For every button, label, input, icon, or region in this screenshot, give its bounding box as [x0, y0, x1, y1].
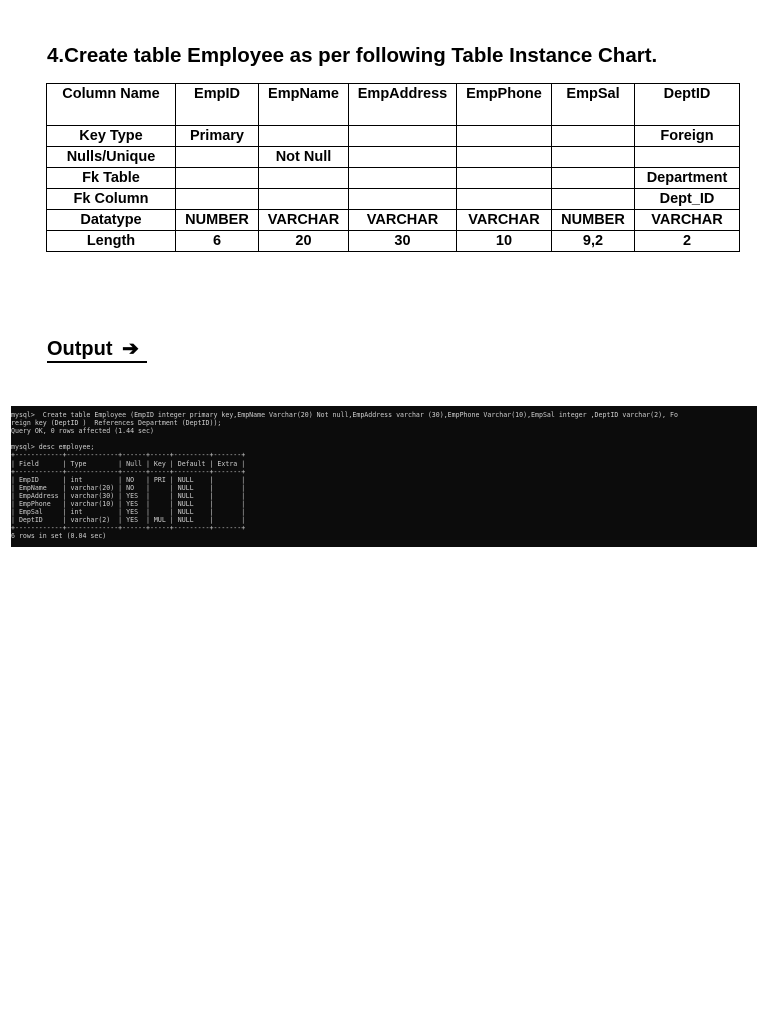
terminal-line: +------------+-------------+------+-----+---------+-------+ [11, 467, 246, 476]
table-cell [457, 147, 552, 168]
terminal-screenshot [11, 406, 757, 547]
terminal-line: Query OK, 0 rows affected (1.44 sec) [11, 427, 154, 436]
table-cell [552, 147, 635, 168]
table-row-label: Nulls/Unique [47, 147, 176, 168]
terminal-line: mysql> Create table Employee (EmpID integer primary key,EmpName Varchar(20) Not null,EmpAddress varchar (30),EmpPhone Varchar(10),EmpSal integer ,DeptID varchar(2), Fo [11, 411, 678, 419]
table-row [47, 231, 740, 252]
table-cell: NUMBER [552, 210, 635, 231]
table-cell: Foreign [635, 126, 740, 147]
table-cell [176, 189, 259, 210]
terminal-line: | EmpName | varchar(20) | NO | | NULL | | [11, 483, 246, 492]
table-cell [176, 168, 259, 189]
table-cell [259, 168, 349, 189]
terminal-line: | EmpPhone | varchar(10) | YES | | NULL | | [11, 500, 246, 509]
table-row [47, 168, 740, 189]
table-header-row [47, 84, 740, 126]
table-cell [457, 189, 552, 210]
table-row-label: Fk Table [47, 168, 176, 189]
table-row [47, 147, 740, 168]
terminal-line: | Field | Type | Null | Key | Default | Extra | [11, 459, 246, 468]
table-header-cell: EmpAddress [349, 84, 457, 126]
table-header-cell: EmpID [176, 84, 259, 126]
table-header-cell: EmpPhone [457, 84, 552, 126]
table-row [47, 126, 740, 147]
output-label: Output [47, 338, 113, 360]
table-cell: 20 [259, 231, 349, 252]
table-cell: 10 [457, 231, 552, 252]
terminal-line: mysql> desc employee; [11, 443, 95, 452]
table-header-cell: DeptID [635, 84, 740, 126]
table-row-label: Key Type [47, 126, 176, 147]
table-cell: 6 [176, 231, 259, 252]
terminal-line: reign key (DeptID ) References Department (DeptID)); [11, 419, 222, 428]
table-row [47, 210, 740, 231]
table-cell: VARCHAR [457, 210, 552, 231]
table-row [47, 189, 740, 210]
table-cell [259, 126, 349, 147]
table-cell: VARCHAR [259, 210, 349, 231]
table-instance-chart [46, 83, 740, 252]
table-row-label: Fk Column [47, 189, 176, 210]
terminal-line: | EmpSal | int | YES | | NULL | | [11, 508, 246, 517]
table-cell [457, 126, 552, 147]
table-cell: 30 [349, 231, 457, 252]
table-cell: Primary [176, 126, 259, 147]
table-cell: Not Null [259, 147, 349, 168]
table-cell: 2 [635, 231, 740, 252]
table-header-cell: EmpName [259, 84, 349, 126]
terminal-output [11, 406, 757, 541]
table-cell [552, 126, 635, 147]
table-cell: VARCHAR [635, 210, 740, 231]
table-cell [457, 168, 552, 189]
table-cell [349, 126, 457, 147]
table-cell [635, 147, 740, 168]
table-cell [259, 189, 349, 210]
terminal-line: +------------+-------------+------+-----+---------+-------+ [11, 451, 246, 460]
table-header-cell: EmpSal [552, 84, 635, 126]
terminal-line: +------------+-------------+------+-----+---------+-------+ [11, 524, 246, 533]
table-cell [552, 189, 635, 210]
table-cell: Department [635, 168, 740, 189]
table-row-label: Length [47, 231, 176, 252]
table-cell [349, 189, 457, 210]
table-row-label: Datatype [47, 210, 176, 231]
terminal-line: 6 rows in set (0.04 sec) [11, 532, 107, 541]
terminal-line: | EmpAddress | varchar(30) | YES | | NULL | | [11, 491, 246, 500]
table-cell [176, 147, 259, 168]
output-heading [47, 337, 147, 363]
table-cell: Dept_ID [635, 189, 740, 210]
table-cell [349, 168, 457, 189]
table-cell: 9,2 [552, 231, 635, 252]
page-heading: 4.Create table Employee as per following Table Instance Chart. [47, 44, 658, 67]
table-cell: NUMBER [176, 210, 259, 231]
table-cell [349, 147, 457, 168]
terminal-line: | DeptID | varchar(2) | YES | MUL | NULL | | [11, 516, 246, 525]
table-header-cell: Column Name [47, 84, 176, 126]
table-cell [552, 168, 635, 189]
table-cell: VARCHAR [349, 210, 457, 231]
terminal-line: | EmpID | int | NO | PRI | NULL | | [11, 475, 246, 484]
arrow-right-icon: ➔ [122, 338, 139, 360]
